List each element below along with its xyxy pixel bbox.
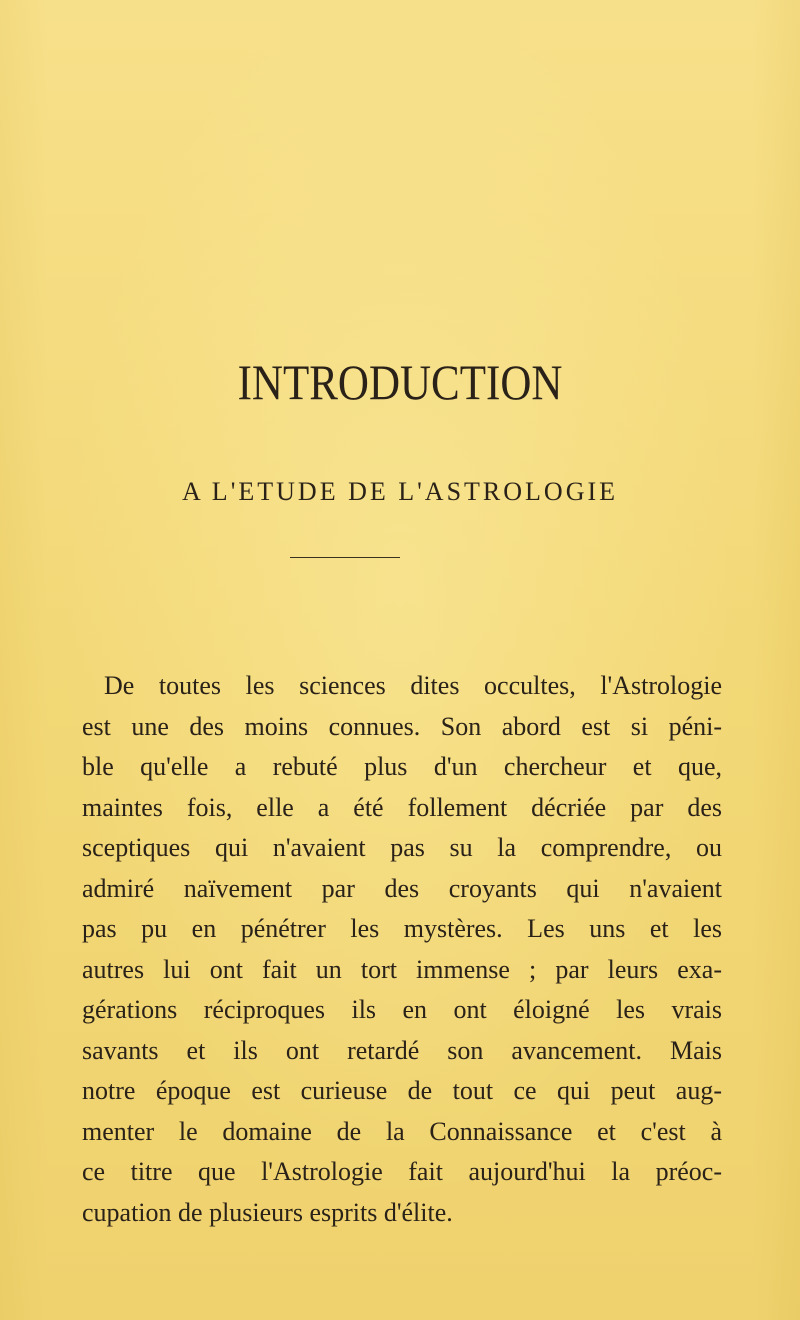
text-line: autres lui ont fait un tort immense ; par leurs exa-: [82, 954, 722, 984]
text-line: admiré naïvement par des croyants qui n'avaient: [82, 873, 722, 903]
text-line: pas pu en pénétrer les mystères. Les uns et les: [82, 914, 722, 943]
chapter-title: INTRODUCTION: [237, 354, 563, 410]
divider-rule: [290, 557, 400, 558]
body-paragraph: [82, 666, 722, 1233]
text-line: est une des moins connues. Son abord est si péni-: [82, 711, 722, 741]
text-line: ce titre que l'Astrologie fait aujourd'hui la préoc-: [82, 1157, 722, 1186]
text-line: notre époque est curieuse de tout ce qui peut aug-: [82, 1076, 722, 1105]
text-line: maintes fois, elle a été follement décriée par des: [82, 792, 722, 822]
text-line: De toutes les sciences dites occultes, l'Astrologie: [104, 671, 722, 700]
text-line: menter le domaine de la Connaissance et c'est à: [82, 1116, 722, 1146]
text-line: savants et ils ont retardé son avancement. Mais: [82, 1035, 722, 1065]
text-line: gérations réciproques ils en ont éloigné les vrais: [82, 995, 722, 1024]
text-line: sceptiques qui n'avaient pas su la comprendre, ou: [82, 833, 722, 862]
text-line: cupation de plusieurs esprits d'élite.: [82, 1197, 453, 1227]
chapter-subtitle: A L'ETUDE DE L'ASTROLOGIE: [181, 477, 619, 506]
text-line: ble qu'elle a rebuté plus d'un chercheur et que,: [82, 752, 722, 781]
